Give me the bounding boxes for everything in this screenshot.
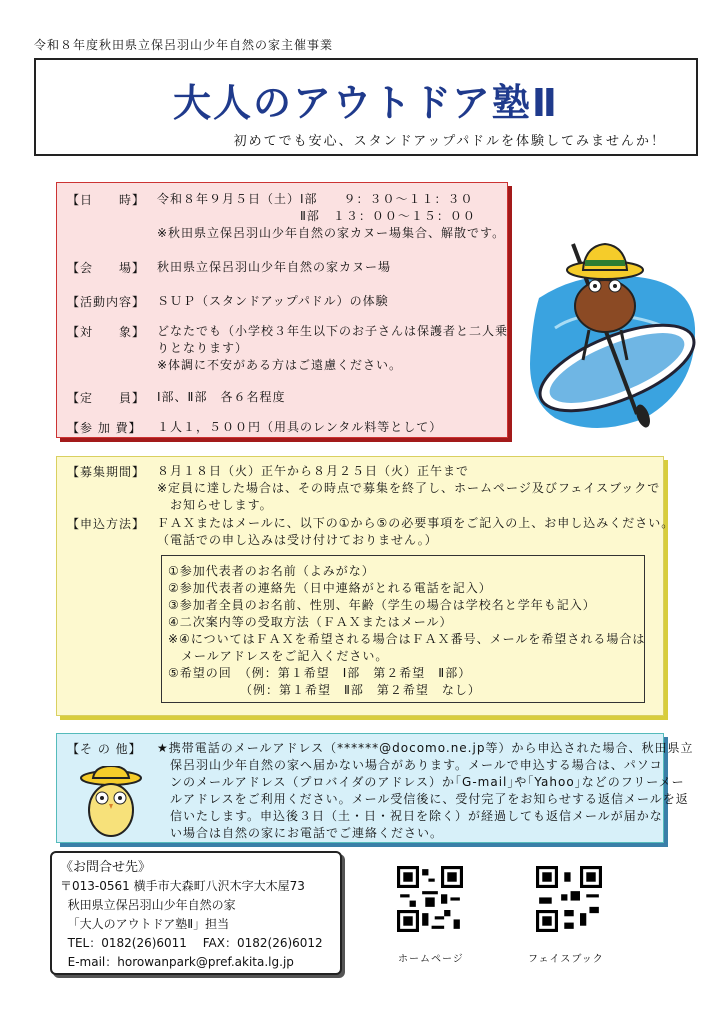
contact-dept: 「大人のアウトドア塾Ⅱ」担当 <box>60 917 230 931</box>
activity-label: 【活動内容】 <box>67 295 146 309</box>
sup-owl-illustration <box>525 238 701 438</box>
target-line-2: りとなります） <box>157 341 249 355</box>
requirement-item: メールアドレスをご記入ください。 <box>168 649 389 663</box>
contact-address: 〒013-0561 横手市大森町八沢木字大木屋73 <box>60 879 305 893</box>
other-line: 信いたします。申込後３日（土・日・祝日を除く）が経過しても返信メールが届かな <box>157 809 663 823</box>
event-overview-panel <box>56 182 508 438</box>
datetime-note: ※秋田県立保呂羽山少年自然の家カヌー場集合、解散です。 <box>157 226 506 240</box>
method-line-1: ＦＡＸまたはメールに、以下の①から⑤の必要事項をご記入の上、お申し込みください。 <box>157 516 675 530</box>
contact-box <box>50 851 342 975</box>
other-notes-panel <box>56 733 694 843</box>
requirement-item: ④二次案内等の受取方法（ＦＡＸまたはメール） <box>168 615 453 629</box>
venue-label: 【会 場】 <box>67 261 146 275</box>
organizer-line: 令和８年度秋田県立保呂羽山少年自然の家主催事業 <box>34 38 334 52</box>
fee-value: １人１，５００円（用具のレンタル料等として） <box>157 420 443 434</box>
other-label: 【そ の 他】 <box>67 742 142 756</box>
other-line: 保呂羽山少年自然の家へ届かない場合があります。メールで申込する場合は、パソコ <box>157 758 663 772</box>
other-line: ★携帯電話のメールアドレス（******@docomo.ne.jp等）から申込された場合、秋田県立 <box>157 741 694 755</box>
period-line-1: ８月１８日（火）正午から８月２５日（火）正午まで <box>157 464 470 478</box>
other-line: ルアドレスをご利用ください。メール受信後に、受付完了をお知らせする返信メールを返 <box>157 792 689 806</box>
capacity-value: Ⅰ部、Ⅱ部 各６名程度 <box>157 390 286 404</box>
target-line-1: どなたでも（小学校３年生以下のお子さんは保護者と二人乗 <box>157 324 509 338</box>
page-title: 大人のアウトドア塾Ⅱ <box>173 81 559 125</box>
period-label: 【募集期間】 <box>67 465 146 479</box>
contact-email: E-mail：horowanpark@pref.akita.lg.jp <box>60 955 294 969</box>
method-label: 【申込方法】 <box>67 517 146 531</box>
requirement-item: ⑤希望の回 （例：第１希望 Ⅰ部 第２希望 Ⅱ部） <box>168 666 472 680</box>
homepage-qr-code[interactable] <box>397 866 463 932</box>
venue-value: 秋田県立保呂羽山少年自然の家カヌー場 <box>157 260 392 274</box>
period-note-2: お知らせします。 <box>157 498 273 512</box>
contact-phone-fax: TEL：0182(26)6011 FAX：0182(26)6012 <box>60 936 323 950</box>
target-note: ※体調に不安がある方はご遠慮ください。 <box>157 358 403 372</box>
capacity-label: 【定 員】 <box>67 391 146 405</box>
facebook-qr-label: フェイスブック <box>528 954 604 965</box>
datetime-label: 【日 時】 <box>67 193 146 207</box>
contact-heading: 《お問合せ先》 <box>60 860 152 875</box>
other-line: ンのメールアドレス（プロバイダのアドレス）か｢G-mail｣や｢Yahoo｣などのフリーメー <box>157 775 685 789</box>
activity-value: ＳＵＰ（スタンドアップパドル）の体験 <box>157 294 389 308</box>
owl-mascot-icon <box>79 766 143 840</box>
requirement-item: ①参加代表者のお名前（よみがな） <box>168 564 375 578</box>
contact-org: 秋田県立保呂羽山少年自然の家 <box>60 898 236 912</box>
target-label: 【対 象】 <box>67 325 146 339</box>
requirement-item: ③参加者全員のお名前、性別、年齢（学生の場合は学校名と学年も記入） <box>168 598 596 612</box>
title-box <box>34 58 698 156</box>
requirements-box <box>161 555 645 703</box>
period-note: ※定員に達した場合は、その時点で募集を終了し、ホームページ及びフェイスブックで <box>157 481 661 495</box>
page-subtitle: 初めてでも安心、スタンドアップパドルを体験してみませんか！ <box>233 134 666 149</box>
method-line-2: （電話での申し込みは受け付けておりません。） <box>157 533 438 547</box>
fee-label: 【参 加 費】 <box>67 421 142 435</box>
application-panel <box>56 456 675 716</box>
other-line: い場合は自然の家にお電話でご連絡ください。 <box>157 826 444 840</box>
homepage-qr-label: ホームページ <box>398 954 464 965</box>
requirement-item: ②参加代表者の連絡先（日中連絡がとれる電話を記入） <box>168 581 492 595</box>
facebook-qr-code[interactable] <box>536 866 602 932</box>
requirement-item: ※④についてはＦＡＸを希望される場合はＦＡＸ番号、メールを希望される場合は <box>168 632 646 646</box>
requirement-item: （例：第１希望 Ⅱ部 第２希望 なし） <box>168 683 481 697</box>
datetime-line-2: Ⅱ部 １３：００～１５：００ <box>157 209 476 223</box>
datetime-line-1: 令和８年９月５日（土）Ⅰ部 ９：３０～１１：３０ <box>157 192 474 206</box>
